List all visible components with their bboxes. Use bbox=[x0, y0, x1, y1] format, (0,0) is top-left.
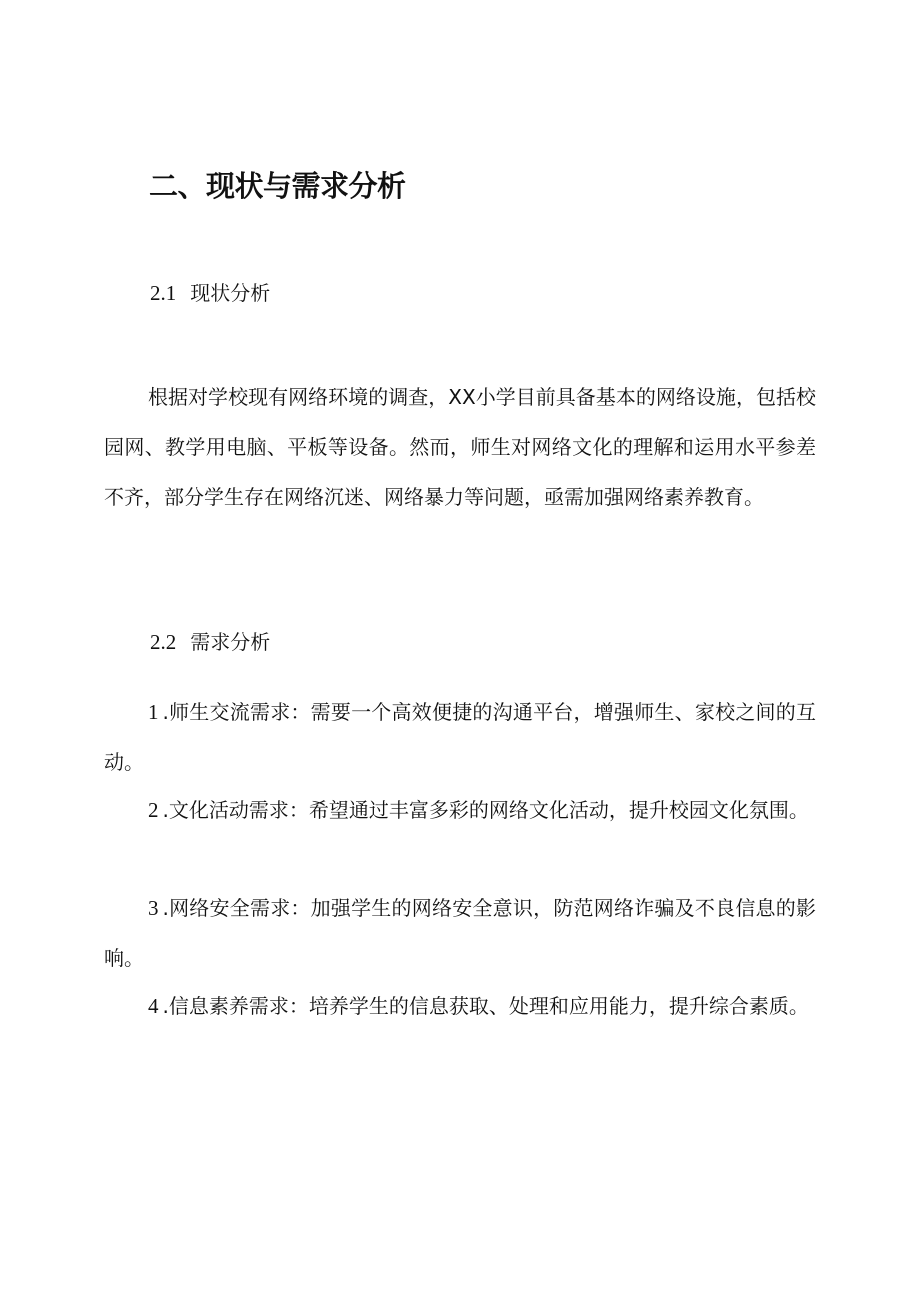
subsection-heading-needs bbox=[150, 628, 270, 656]
list-item-text: .网络安全需求：加强学生的网络安全意识，防范网络诈骗及不良信息的影响。 bbox=[104, 896, 816, 970]
list-item bbox=[104, 687, 816, 787]
list-item-text: .师生交流需求：需要一个高效便捷的沟通平台，增强师生、家校之间的互动。 bbox=[104, 700, 816, 774]
list-item-number: 1 bbox=[148, 700, 159, 724]
subsection-number: 2.1 bbox=[150, 281, 177, 305]
list-item bbox=[104, 785, 816, 835]
list-item bbox=[104, 883, 816, 983]
subsection-heading-text: 现状分析 bbox=[190, 281, 271, 305]
subsection-heading-text: 需求分析 bbox=[190, 630, 271, 654]
list-item-text: .文化活动需求：希望通过丰富多彩的网络文化活动，提升校园文化氛围。 bbox=[162, 798, 809, 822]
list-item-number: 2 bbox=[148, 798, 159, 822]
status-paragraph: 根据对学校现有网络环境的调查，XX小学目前具备基本的网络设施，包括校园网、教学用电脑、平板等设备。然而，师生对网络文化的理解和运用水平参差不齐，部分学生存在网络沉迷、网络暴力等问题，亟需加强网络素养教育。 bbox=[104, 385, 816, 509]
subsection-number: 2.2 bbox=[150, 630, 177, 654]
list-item-number: 3 bbox=[148, 896, 159, 920]
list-item-number: 4 bbox=[148, 994, 159, 1018]
subsection-heading-status bbox=[150, 279, 270, 307]
list-item bbox=[104, 981, 816, 1031]
section-title: 二、现状与需求分析 bbox=[149, 169, 406, 203]
list-item-text: .信息素养需求：培养学生的信息获取、处理和应用能力，提升综合素质。 bbox=[162, 994, 809, 1018]
